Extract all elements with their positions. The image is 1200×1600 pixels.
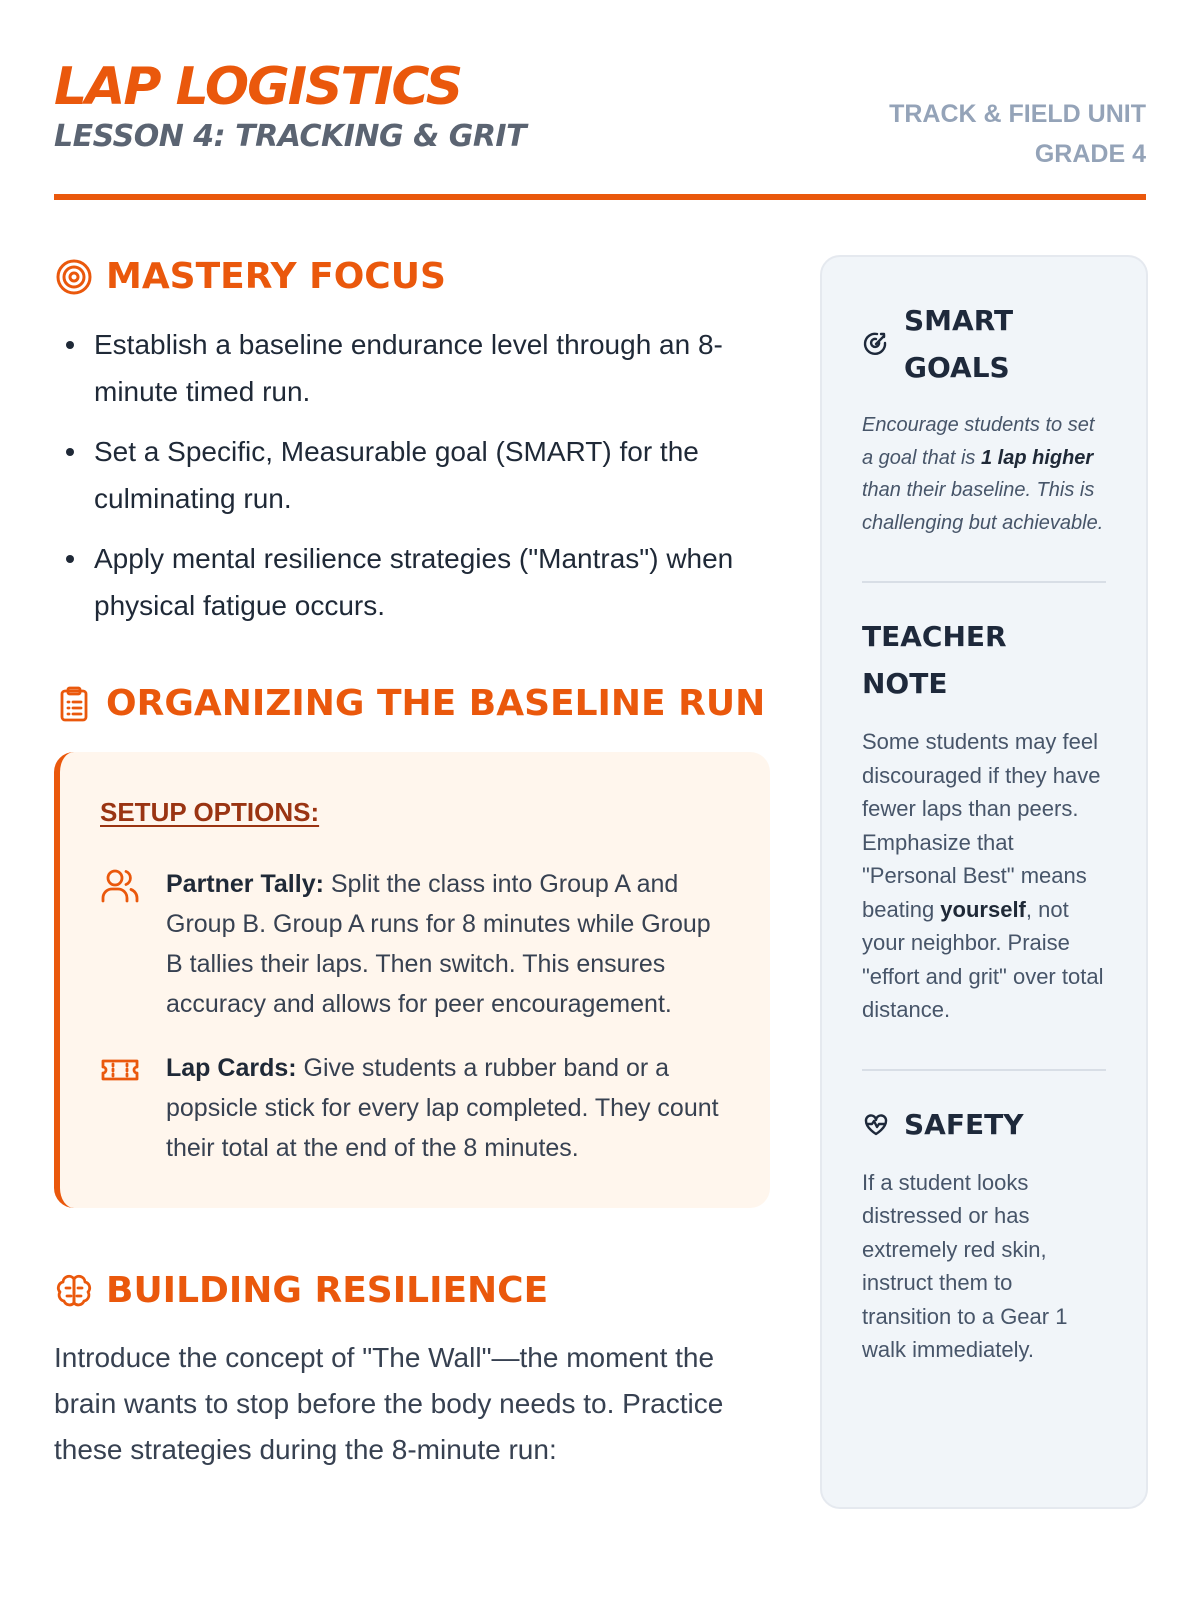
teacher-note-text xyxy=(862,725,1106,1027)
smart-text-before: Encourage students to set a goal that is xyxy=(862,414,1095,469)
list-item: Establish a baseline endurance level through an 8-minute timed run. xyxy=(54,321,770,415)
sidebar xyxy=(820,255,1148,1509)
mastery-heading xyxy=(54,250,770,303)
teacher-note-text-before: Some students may feel discouraged if they have fewer laps than peers. Emphasize that "Personal Best" means beating xyxy=(862,729,1101,922)
partner-tally-text xyxy=(166,864,734,1024)
page-subtitle: LESSON 4: TRACKING & GRIT xyxy=(54,119,527,154)
smart-goals-heading-text: SMART GOALS xyxy=(904,304,1014,384)
list-item: Set a Specific, Measurable goal (SMART) for the culminating run. xyxy=(54,428,770,522)
heart-pulse-icon xyxy=(862,1110,890,1138)
setup-options-box xyxy=(54,752,770,1208)
resilience-heading xyxy=(54,1264,770,1317)
lap-cards-text xyxy=(166,1048,734,1168)
lap-cards-label: Lap Cards: xyxy=(166,1054,297,1082)
sidebar-divider xyxy=(862,1069,1106,1071)
partner-tally-label: Partner Tally: xyxy=(166,870,324,898)
brain-icon xyxy=(54,1271,94,1311)
page-header xyxy=(54,58,1146,202)
clipboard-icon xyxy=(54,684,94,724)
setup-option-partner-tally xyxy=(100,864,734,1024)
resilience-text: Introduce the concept of "The Wall"—the moment the brain wants to stop before the body needs to. Practice these strategies during the 8-minute run: xyxy=(54,1342,724,1465)
unit-info xyxy=(889,94,1146,174)
grade-label: GRADE 4 xyxy=(1034,140,1146,168)
smart-goals-text xyxy=(862,409,1106,539)
mastery-list xyxy=(54,321,770,629)
teacher-note-heading xyxy=(862,613,1106,707)
target-icon xyxy=(54,257,94,297)
smart-text-bold: 1 lap higher xyxy=(980,446,1094,469)
ticket-icon xyxy=(100,1050,140,1090)
setup-option-lap-cards xyxy=(100,1048,734,1168)
smart-goals-heading xyxy=(862,297,1106,391)
mastery-heading-text: MASTERY FOCUS xyxy=(106,256,446,297)
lap-cards-description: Give students a rubber band or a popsicle stick for every lap completed. They count their total at the end of the 8 minutes. xyxy=(166,1054,719,1162)
header-divider xyxy=(54,194,1146,200)
organizing-heading-text: ORGANIZING THE BASELINE RUN xyxy=(106,683,766,724)
teacher-note-heading-text: TEACHER NOTE xyxy=(862,620,1007,701)
main-content xyxy=(54,250,770,1473)
teacher-note-text-bold: yourself xyxy=(940,896,1026,922)
users-icon xyxy=(100,866,140,906)
resilience-heading-text: BUILDING RESILIENCE xyxy=(106,1270,549,1311)
unit-label: TRACK & FIELD UNIT xyxy=(889,100,1146,128)
safety-text: If a student looks distressed or has extremely red skin, instruct them to transition to a Gear 1 walk immediately. xyxy=(862,1169,1068,1363)
organizing-heading xyxy=(54,677,770,730)
list-item: Apply mental resilience strategies ("Mantras") when physical fatigue occurs. xyxy=(54,535,770,629)
teacher-note-text-after: , not your neighbor. Praise "effort and grit" over total distance. xyxy=(862,896,1104,1023)
setup-title: SETUP OPTIONS: xyxy=(100,797,320,827)
smart-text-after: than their baseline. This is challenging but achievable. xyxy=(862,479,1104,534)
safety-heading xyxy=(862,1101,1106,1148)
goal-icon xyxy=(862,330,890,358)
sidebar-divider xyxy=(862,581,1106,583)
safety-heading-text: SAFETY xyxy=(904,1107,1024,1141)
partner-tally-description: Split the class into Group A and Group B. Group A runs for 8 minutes while Group B tallies their laps. Then switch. This ensures accuracy and allows for peer encouragement. xyxy=(166,870,711,1018)
page-title: LAP LOGISTICS xyxy=(54,57,462,117)
